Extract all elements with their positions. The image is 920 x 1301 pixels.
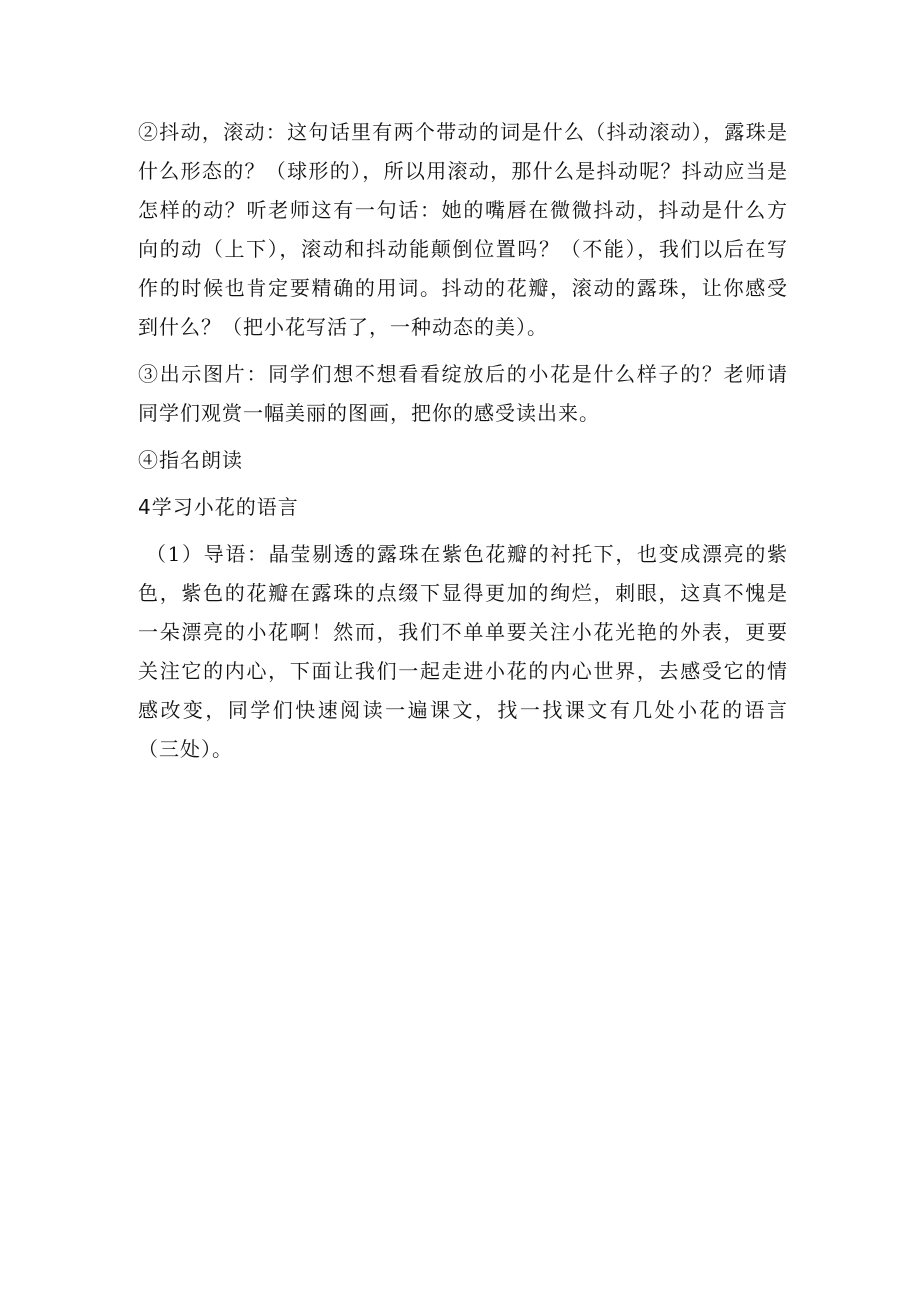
paragraph-introduction: （1）导语：晶莹剔透的露珠在紫色花瓣的衬托下，也变成漂亮的紫色，紫色的花瓣在露珠的点缀下显得更加的绚烂，刺眼，这真不愧是一朵漂亮的小花啊！然而，我们不单单要关注小花光艳的外表，更要关注它的内心，下面让我们一起走进小花的内心世界，去感受它的情感改变，同学们快速阅读一遍课文，找一找课文有几处小花的语言（三处）。 xyxy=(138,542,788,761)
document-page xyxy=(138,113,788,777)
paragraph-read-aloud: ④指名朗读 xyxy=(138,448,243,472)
paragraph-shake-roll: ②抖动，滚动：这句话里有两个带动的词是什么（抖动滚动），露珠是什么形态的？（球形的），所以用滚动，那什么是抖动呢？抖动应当是怎样的动？听老师这有一句话：她的嘴唇在微微抖动，抖动是什么方向的动（上下），滚动和抖动能颠倒位置吗？（不能），我们以后在写作的时候也肯定要精确的用词。抖动的花瓣，滚动的露珠，让你感受到什么？（把小花写活了，一种动态的美）。 xyxy=(138,120,788,339)
section-heading: 4学习小花的语言 xyxy=(138,495,299,519)
paragraph-show-picture: ③出示图片：同学们想不想看看绽放后的小花是什么样子的？老师请同学们观赏一幅美丽的图画，把你的感受读出来。 xyxy=(138,362,788,425)
